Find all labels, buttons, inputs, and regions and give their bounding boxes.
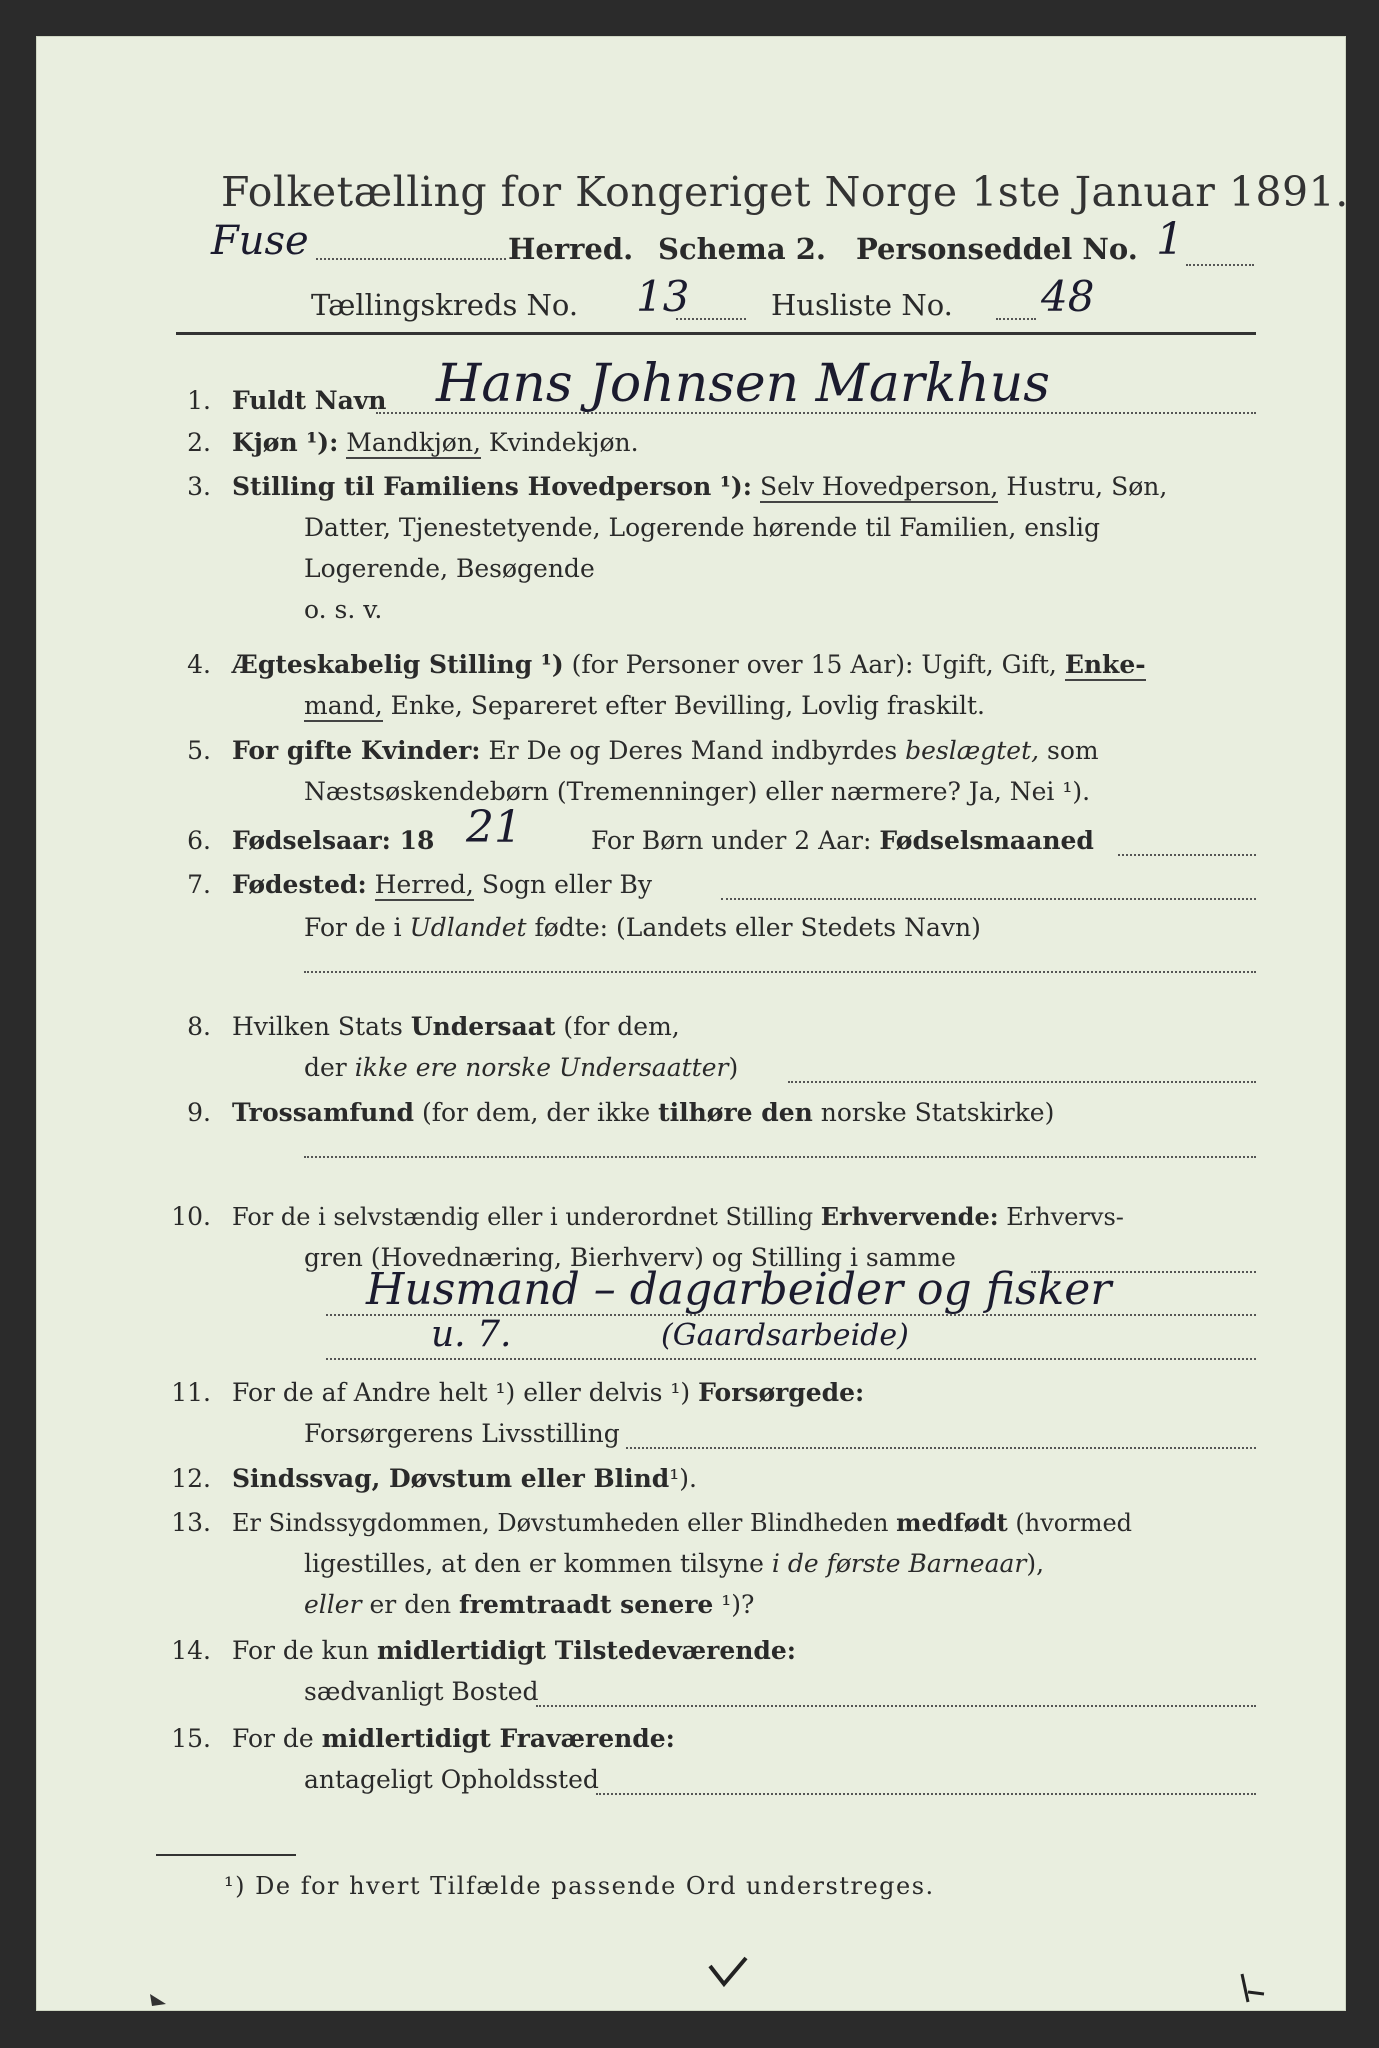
- item-8-italic: ikke ere norske Undersaatter: [354, 1053, 729, 1082]
- birthplace-fill-line: [721, 898, 1256, 900]
- item-3-line-2: Datter, Tjenestetyende, Logerende hørende til Familien, enslig: [304, 513, 1101, 542]
- occupation-fill-line-3: [326, 1358, 1256, 1360]
- form-title: Folketælling for Kongeriget Norge 1ste Januar 1891.: [221, 168, 1349, 216]
- kreds-fill-line: [676, 318, 746, 320]
- schema-label: Schema 2.: [658, 232, 826, 266]
- item-15-number: 15.: [171, 1724, 211, 1753]
- item-9-line-1: [232, 1098, 1054, 1127]
- item-3-label: Stilling til Familiens Hovedperson ¹):: [232, 472, 752, 501]
- marital-selected-b: mand,: [304, 691, 383, 720]
- item-13-line-3: [304, 1590, 754, 1619]
- item-14-text-a: For de kun: [232, 1636, 370, 1665]
- personseddel-number: 1: [1156, 214, 1184, 265]
- item-7-text-2a: For de i: [304, 913, 402, 942]
- item-8-line-1: [232, 1012, 680, 1041]
- item-2-label: Kjøn ¹):: [232, 428, 339, 457]
- item-9-label: Trossamfund: [232, 1098, 415, 1127]
- item-2-number: 2.: [187, 428, 211, 457]
- item-4-number: 4.: [187, 650, 211, 679]
- footnote-rule: [156, 1854, 296, 1856]
- item-13-italic-2: eller: [304, 1590, 362, 1619]
- item-12-line-1: [232, 1464, 697, 1493]
- item-4-line-2: [304, 691, 985, 720]
- personseddel-fill-line: [1186, 264, 1254, 266]
- kreds-label: Tællingskreds No.: [311, 288, 579, 322]
- item-15-bold: midlertidigt Fraværende:: [321, 1724, 675, 1753]
- item-6-text: [591, 826, 1094, 855]
- provider-fill-line: [626, 1447, 1256, 1449]
- corner-mark-right: [1234, 1970, 1274, 2010]
- whereabouts-fill-line: [596, 1793, 1256, 1795]
- item-13-text-b: (hvormed: [1015, 1509, 1133, 1537]
- item-11-line-1: [232, 1378, 864, 1407]
- gender-other: Kvindekjøn.: [488, 428, 639, 457]
- birth-year-handwritten: 21: [466, 802, 522, 853]
- item-13-text-a: Er Sindssygdommen, Døvstumheden eller Blindheden: [232, 1509, 889, 1537]
- item-9-bold: tilhøre den: [658, 1098, 813, 1127]
- census-form: [36, 36, 1349, 2011]
- item-10-number: 10.: [171, 1202, 211, 1231]
- item-13-text-3a: er den: [369, 1590, 452, 1619]
- item-7-line-2: [304, 913, 981, 942]
- item-13-text-3b: ¹)?: [721, 1590, 755, 1619]
- herred-handwritten: Fuse: [211, 218, 309, 264]
- item-1-label: Fuldt Navn: [232, 386, 387, 415]
- item-14-bold: midlertidigt Tilstedeværende:: [376, 1636, 797, 1665]
- husliste-fill-line: [996, 318, 1036, 320]
- relation-rest: Hustru, Søn,: [1006, 472, 1168, 501]
- item-6-under2: For Børn under 2 Aar:: [591, 826, 872, 855]
- item-14-line-2: sædvanligt Bosted: [304, 1677, 539, 1706]
- item-13-italic: i de første Barneaar: [771, 1549, 1027, 1578]
- item-3-number: 3.: [187, 472, 211, 501]
- item-11-number: 11.: [171, 1378, 211, 1407]
- item-7-text: Sogn eller By: [481, 870, 653, 899]
- occupation-note-handwritten: u. 7.: [431, 1314, 512, 1355]
- item-10-text-a: For de i selvstændig eller i underordnet Stilling: [232, 1203, 814, 1231]
- occupation-note-2-handwritten: (Gaardsarbeide): [661, 1318, 909, 1353]
- full-name-handwritten: Hans Johnsen Markhus: [436, 354, 1050, 414]
- item-8-line-2: [304, 1053, 738, 1082]
- birthplace-selected: Herred,: [374, 870, 474, 899]
- item-8-text-2a: der: [304, 1053, 347, 1082]
- item-3-line-4: o. s. v.: [304, 595, 383, 624]
- item-5-text: Er De og Deres Mand indbyrdes: [488, 736, 898, 765]
- item-13-line-2: [304, 1549, 1044, 1578]
- husliste-label: Husliste No.: [771, 288, 953, 322]
- item-3-line-1: [232, 472, 1167, 501]
- item-12-tail: ¹).: [669, 1464, 698, 1493]
- item-9-text: (for dem, der ikke: [421, 1098, 651, 1127]
- footnote: ¹) De for hvert Tilfælde passende Ord understreges.: [224, 1872, 935, 1900]
- item-10-line-1: [232, 1202, 1124, 1231]
- kreds-number: 13: [636, 272, 690, 321]
- item-15-text-a: For de: [232, 1724, 314, 1753]
- gender-selected: Mandkjøn,: [346, 428, 481, 457]
- foreign-birthplace-line: [304, 971, 1256, 973]
- herred-fill-line: [316, 258, 506, 260]
- item-6-number: 6.: [187, 826, 211, 855]
- relation-selected: Selv Hovedperson,: [759, 472, 999, 501]
- item-12-label: Sindssvag, Døvstum eller Blind: [232, 1464, 670, 1493]
- name-fill-line: [376, 412, 1256, 414]
- religion-fill-line: [304, 1156, 1256, 1158]
- item-11-text-a: For de af Andre helt ¹) eller delvis ¹): [232, 1378, 691, 1407]
- item-5-number: 5.: [187, 736, 211, 765]
- personseddel-label: Personseddel No.: [856, 232, 1138, 266]
- item-4-text-2: Enke, Separeret efter Bevilling, Lovlig fraskilt.: [390, 691, 985, 720]
- item-13-text-2a: ligestilles, at den er kommen tilsyne: [304, 1549, 764, 1578]
- marital-selected-a: Enke-: [1064, 650, 1146, 679]
- item-9-text-b: norske Statskirke): [820, 1098, 1055, 1127]
- item-8-text: (for dem,: [563, 1012, 680, 1041]
- item-1-number: 1.: [187, 386, 211, 415]
- item-6-month-label: Fødselsmaaned: [879, 826, 1094, 855]
- item-13-number: 13.: [171, 1508, 211, 1537]
- item-10-bold: Erhvervende:: [820, 1202, 999, 1231]
- item-5-text-b: som: [1047, 736, 1099, 765]
- item-13-bold-2: fremtraadt senere: [459, 1590, 714, 1619]
- item-6-label: Fødselsaar: 18: [232, 826, 435, 855]
- item-5-line-1: [232, 736, 1099, 765]
- item-5-line-2: Næstsøskendebørn (Tremenninger) eller nærmere? Ja, Nei ¹).: [304, 777, 1091, 806]
- item-8-number: 8.: [187, 1012, 211, 1041]
- item-13-line-1: [232, 1508, 1132, 1537]
- item-3-line-3: Logerende, Besøgende: [304, 554, 595, 583]
- occupation-handwritten: Husmand – dagarbeider og fisker: [366, 1264, 1112, 1315]
- item-8-label: Hvilken Stats: [232, 1012, 403, 1041]
- item-7-label: Fødested:: [232, 870, 367, 899]
- item-10-text-b: Erhvervs-: [1006, 1203, 1124, 1231]
- herred-label: Herred.: [508, 232, 634, 266]
- item-13-bold: medfødt: [896, 1508, 1008, 1537]
- tick-mark-center: [704, 1954, 754, 1994]
- item-14-line-1: [232, 1636, 796, 1665]
- item-5-label: For gifte Kvinder:: [232, 736, 481, 765]
- item-4-label: Ægteskabelig Stilling ¹): [232, 650, 564, 679]
- item-4-text: (for Personer over 15 Aar): Ugift, Gift,: [571, 650, 1057, 679]
- item-12-number: 12.: [171, 1464, 211, 1493]
- nationality-fill-line: [788, 1081, 1256, 1083]
- item-11-line-2: Forsørgerens Livsstilling: [304, 1419, 620, 1448]
- residence-fill-line: [536, 1705, 1256, 1707]
- item-7-italic: Udlandet: [409, 913, 527, 942]
- item-11-bold: Forsørgede:: [698, 1378, 865, 1407]
- header-rule: [176, 332, 1256, 335]
- item-7-line-1: [232, 870, 652, 899]
- item-7-number: 7.: [187, 870, 211, 899]
- item-8-text-2b: ): [728, 1053, 739, 1082]
- item-2-text: [232, 428, 639, 457]
- item-13-text-2b: ),: [1026, 1549, 1045, 1578]
- corner-mark-left: [146, 1988, 186, 2010]
- item-4-line-1: [232, 650, 1146, 679]
- item-14-number: 14.: [171, 1636, 211, 1665]
- item-7-text-2b: fødte: (Landets eller Stedets Navn): [534, 913, 981, 942]
- item-9-number: 9.: [187, 1098, 211, 1127]
- item-15-line-2: antageligt Opholdssted: [304, 1765, 599, 1794]
- item-5-italic: beslægtet,: [905, 736, 1040, 765]
- birth-month-fill-line: [1118, 854, 1256, 856]
- husliste-number: 48: [1041, 272, 1095, 321]
- item-8-label-b: Undersaat: [410, 1012, 556, 1041]
- item-10-line-2: gren (Hovednæring, Bierhverv) og Stilling i samme: [304, 1243, 956, 1272]
- item-15-line-1: [232, 1724, 675, 1753]
